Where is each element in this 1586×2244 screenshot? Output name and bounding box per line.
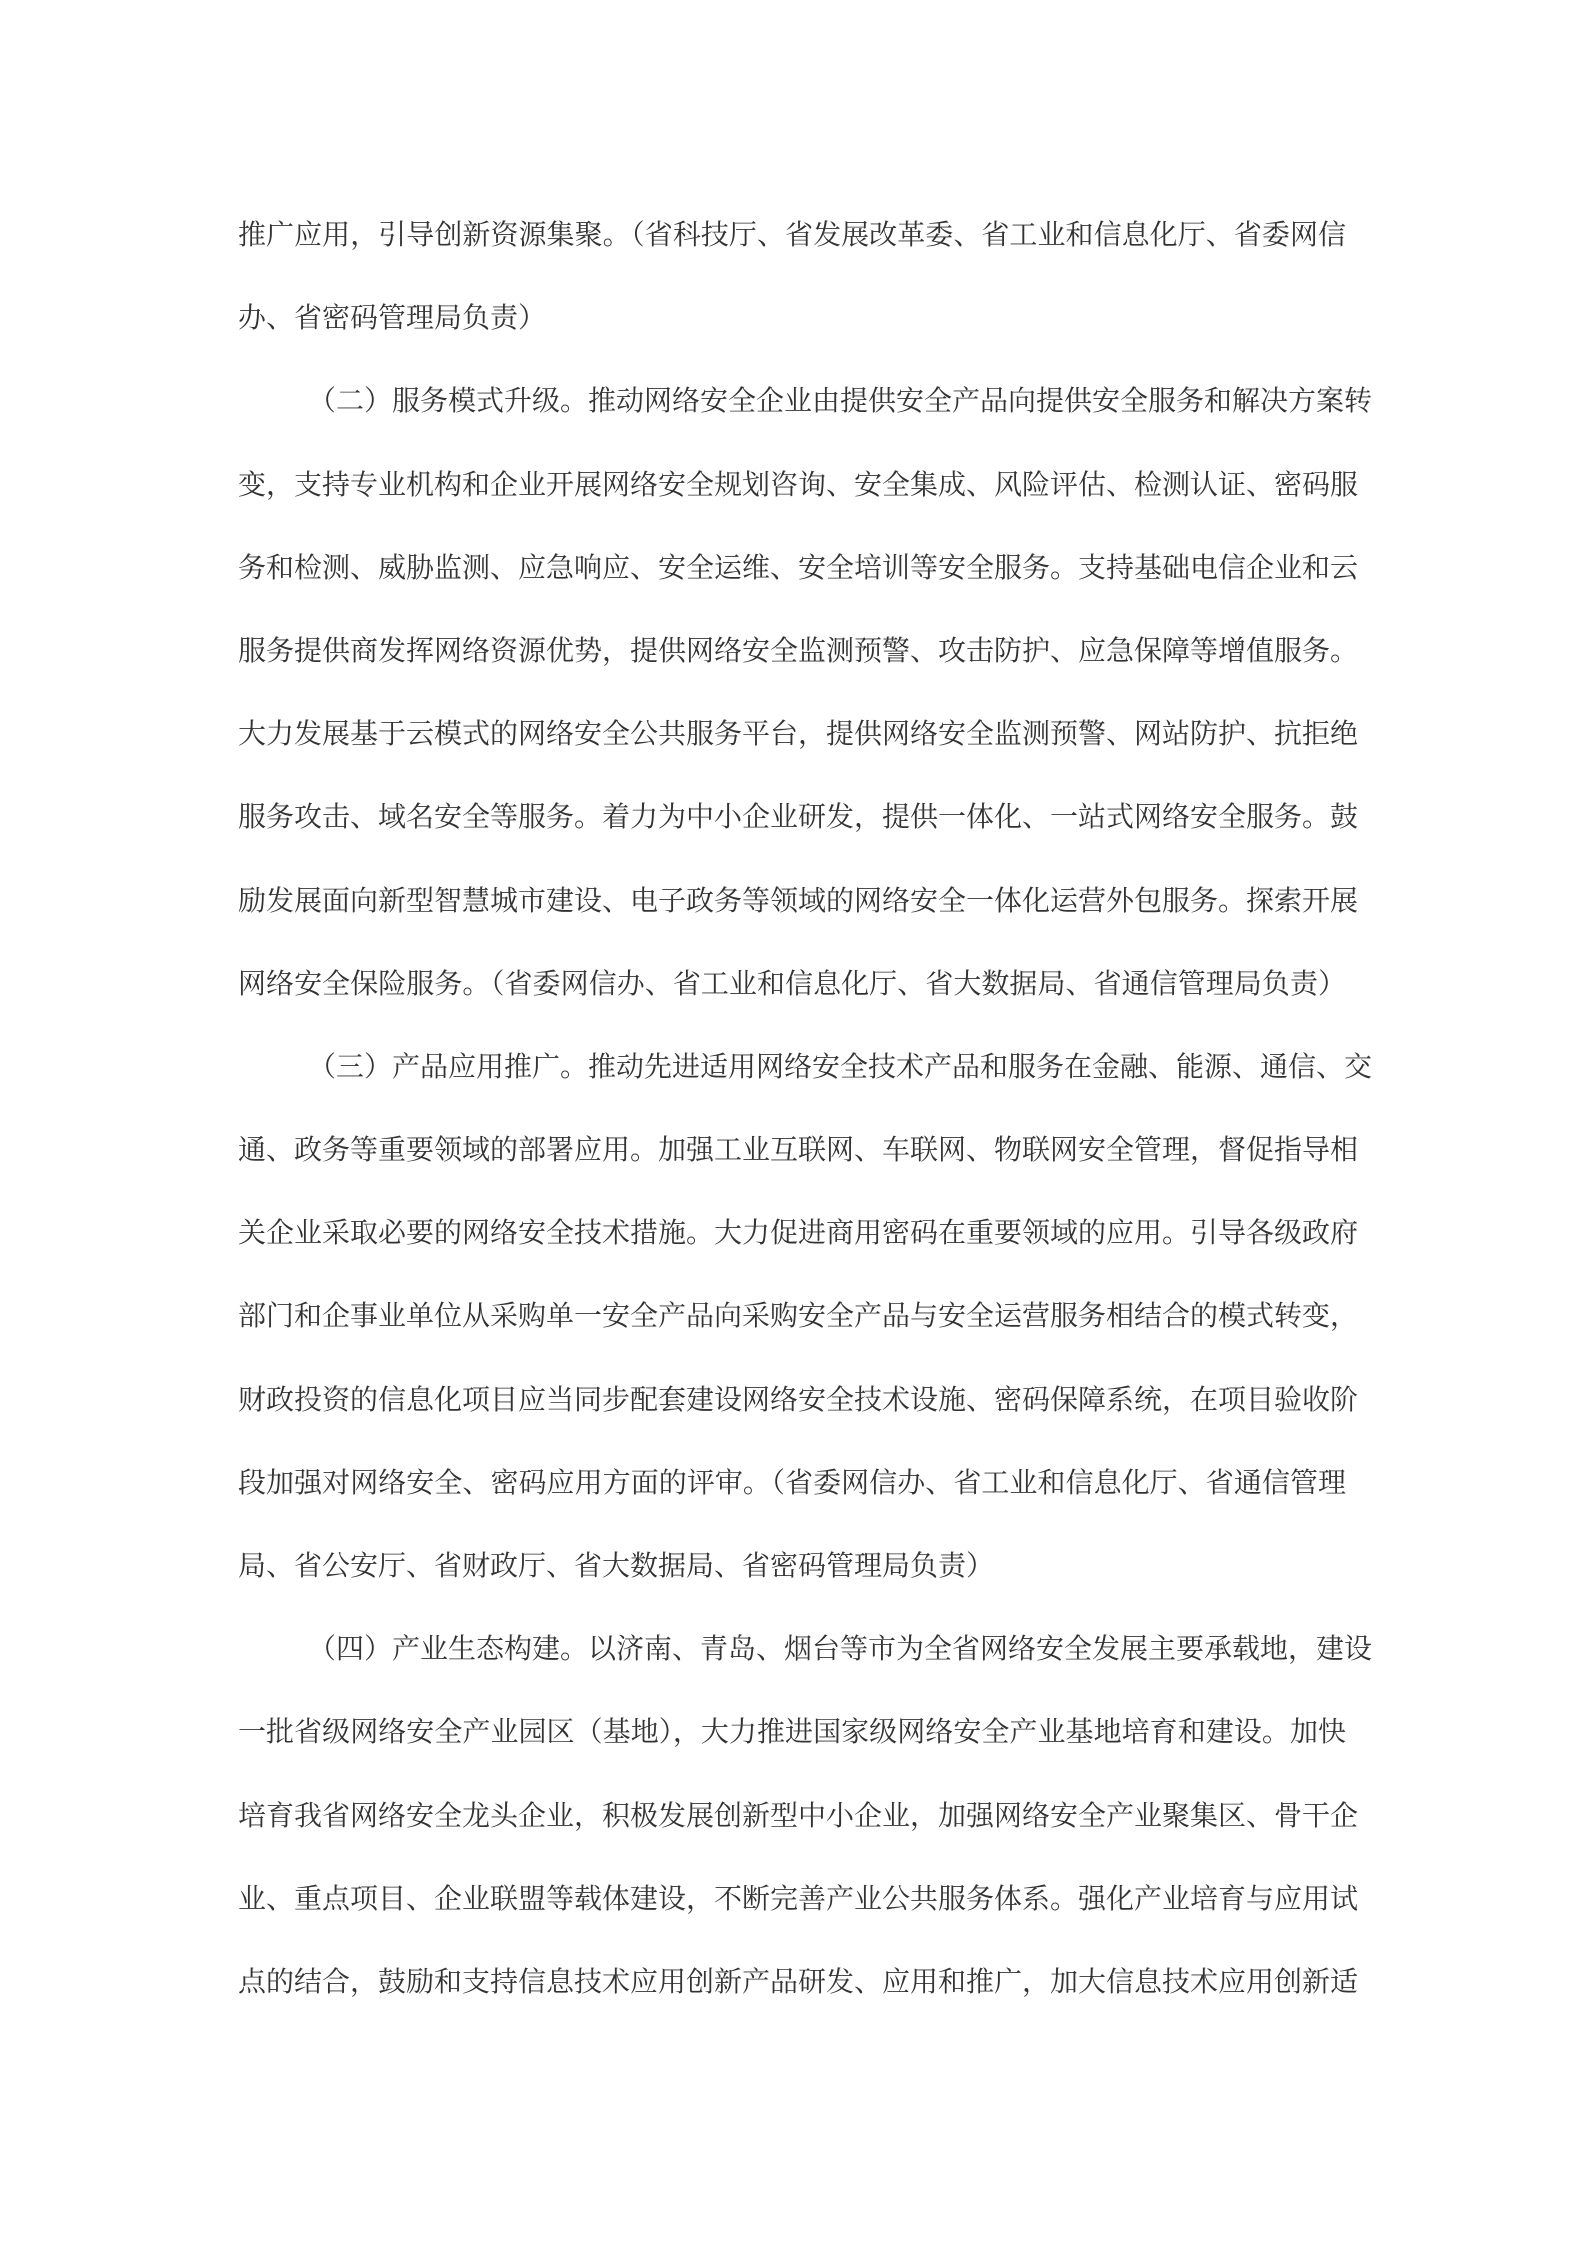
paragraph-continued: [238, 214, 1346, 380]
text-line: 服务攻击、域名安全等服务。着力为中小企业研发，提供一体化、一站式网络安全服务。鼓: [238, 800, 1359, 834]
text-line: 培育我省网络安全龙头企业，积极发展创新型中小企业，加强网络安全产业聚集区、骨干企: [238, 1798, 1359, 1832]
text-line: 推广应用，引导创新资源集聚。（省科技厅、省发展改革委、省工业和信息化厅、省委网信: [238, 218, 1346, 251]
text-line: 财政投资的信息化项目应当同步配套建设网络安全技术设施、密码保障系统，在项目验收阶: [238, 1382, 1359, 1416]
text-line: 通、政务等重要领域的部署应用。加强工业互联网、车联网、物联网安全管理，督促指导相: [238, 1133, 1359, 1167]
text-line: 局、省公安厅、省财政厅、省大数据局、省密码管理局负责）: [238, 1549, 995, 1582]
text-line: 关企业采取必要的网络安全技术措施。大力促进商用密码在重要领域的应用。引导各级政府: [238, 1216, 1359, 1250]
paragraph-service-model: [238, 380, 1373, 1046]
text-line: 段加强对网络安全、密码应用方面的评审。（省委网信办、省工业和信息化厅、省通信管理: [238, 1465, 1346, 1499]
paragraph-product-application: [238, 1046, 1373, 1628]
section-heading-line: （三）产品应用推广。推动先进适用网络安全技术产品和服务在金融、能源、通信、交: [308, 1049, 1373, 1083]
text-line: 一批省级网络安全产业园区（基地），大力推进国家级网络安全产业基地培育和建设。加快: [238, 1715, 1346, 1749]
paragraph-industry-ecosystem: [238, 1628, 1373, 2044]
text-line: 大力发展基于云模式的网络安全公共服务平台，提供网络安全监测预警、网站防护、抗拒绝: [238, 717, 1359, 751]
text-line: 业、重点项目、企业联盟等载体建设，不断完善产业公共服务体系。强化产业培育与应用试: [238, 1881, 1359, 1915]
text-line: 励发展面向新型智慧城市建设、电子政务等领域的网络安全一体化运营外包服务。探索开展: [238, 883, 1359, 917]
text-line: 部门和企事业单位从采购单一安全产品向采购安全产品与安全运营服务相结合的模式转变，: [238, 1299, 1359, 1333]
text-line: 服务提供商发挥网络资源优势，提供网络安全监测预警、攻击防护、应急保障等增值服务。: [238, 633, 1359, 667]
document-page: [238, 214, 1373, 2044]
text-line: 点的结合，鼓励和支持信息技术应用创新产品研发、应用和推广，加大信息技术应用创新适: [238, 1964, 1359, 1998]
text-line: 办、省密码管理局负责）: [238, 301, 547, 335]
text-line: 网络安全保险服务。（省委网信办、省工业和信息化厅、省大数据局、省通信管理局负责）: [238, 966, 1346, 1000]
text-line: 变，支持专业机构和企业开展网络安全规划咨询、安全集成、风险评估、检测认证、密码服: [238, 467, 1359, 501]
section-heading-line: （二）服务模式升级。推动网络安全企业由提供安全产品向提供安全服务和解决方案转: [308, 384, 1373, 418]
text-line: 务和检测、威胁监测、应急响应、安全运维、安全培训等安全服务。支持基础电信企业和云: [238, 550, 1359, 584]
section-heading-line: （四）产业生态构建。以济南、青岛、烟台等市为全省网络安全发展主要承载地，建设: [308, 1632, 1373, 1666]
